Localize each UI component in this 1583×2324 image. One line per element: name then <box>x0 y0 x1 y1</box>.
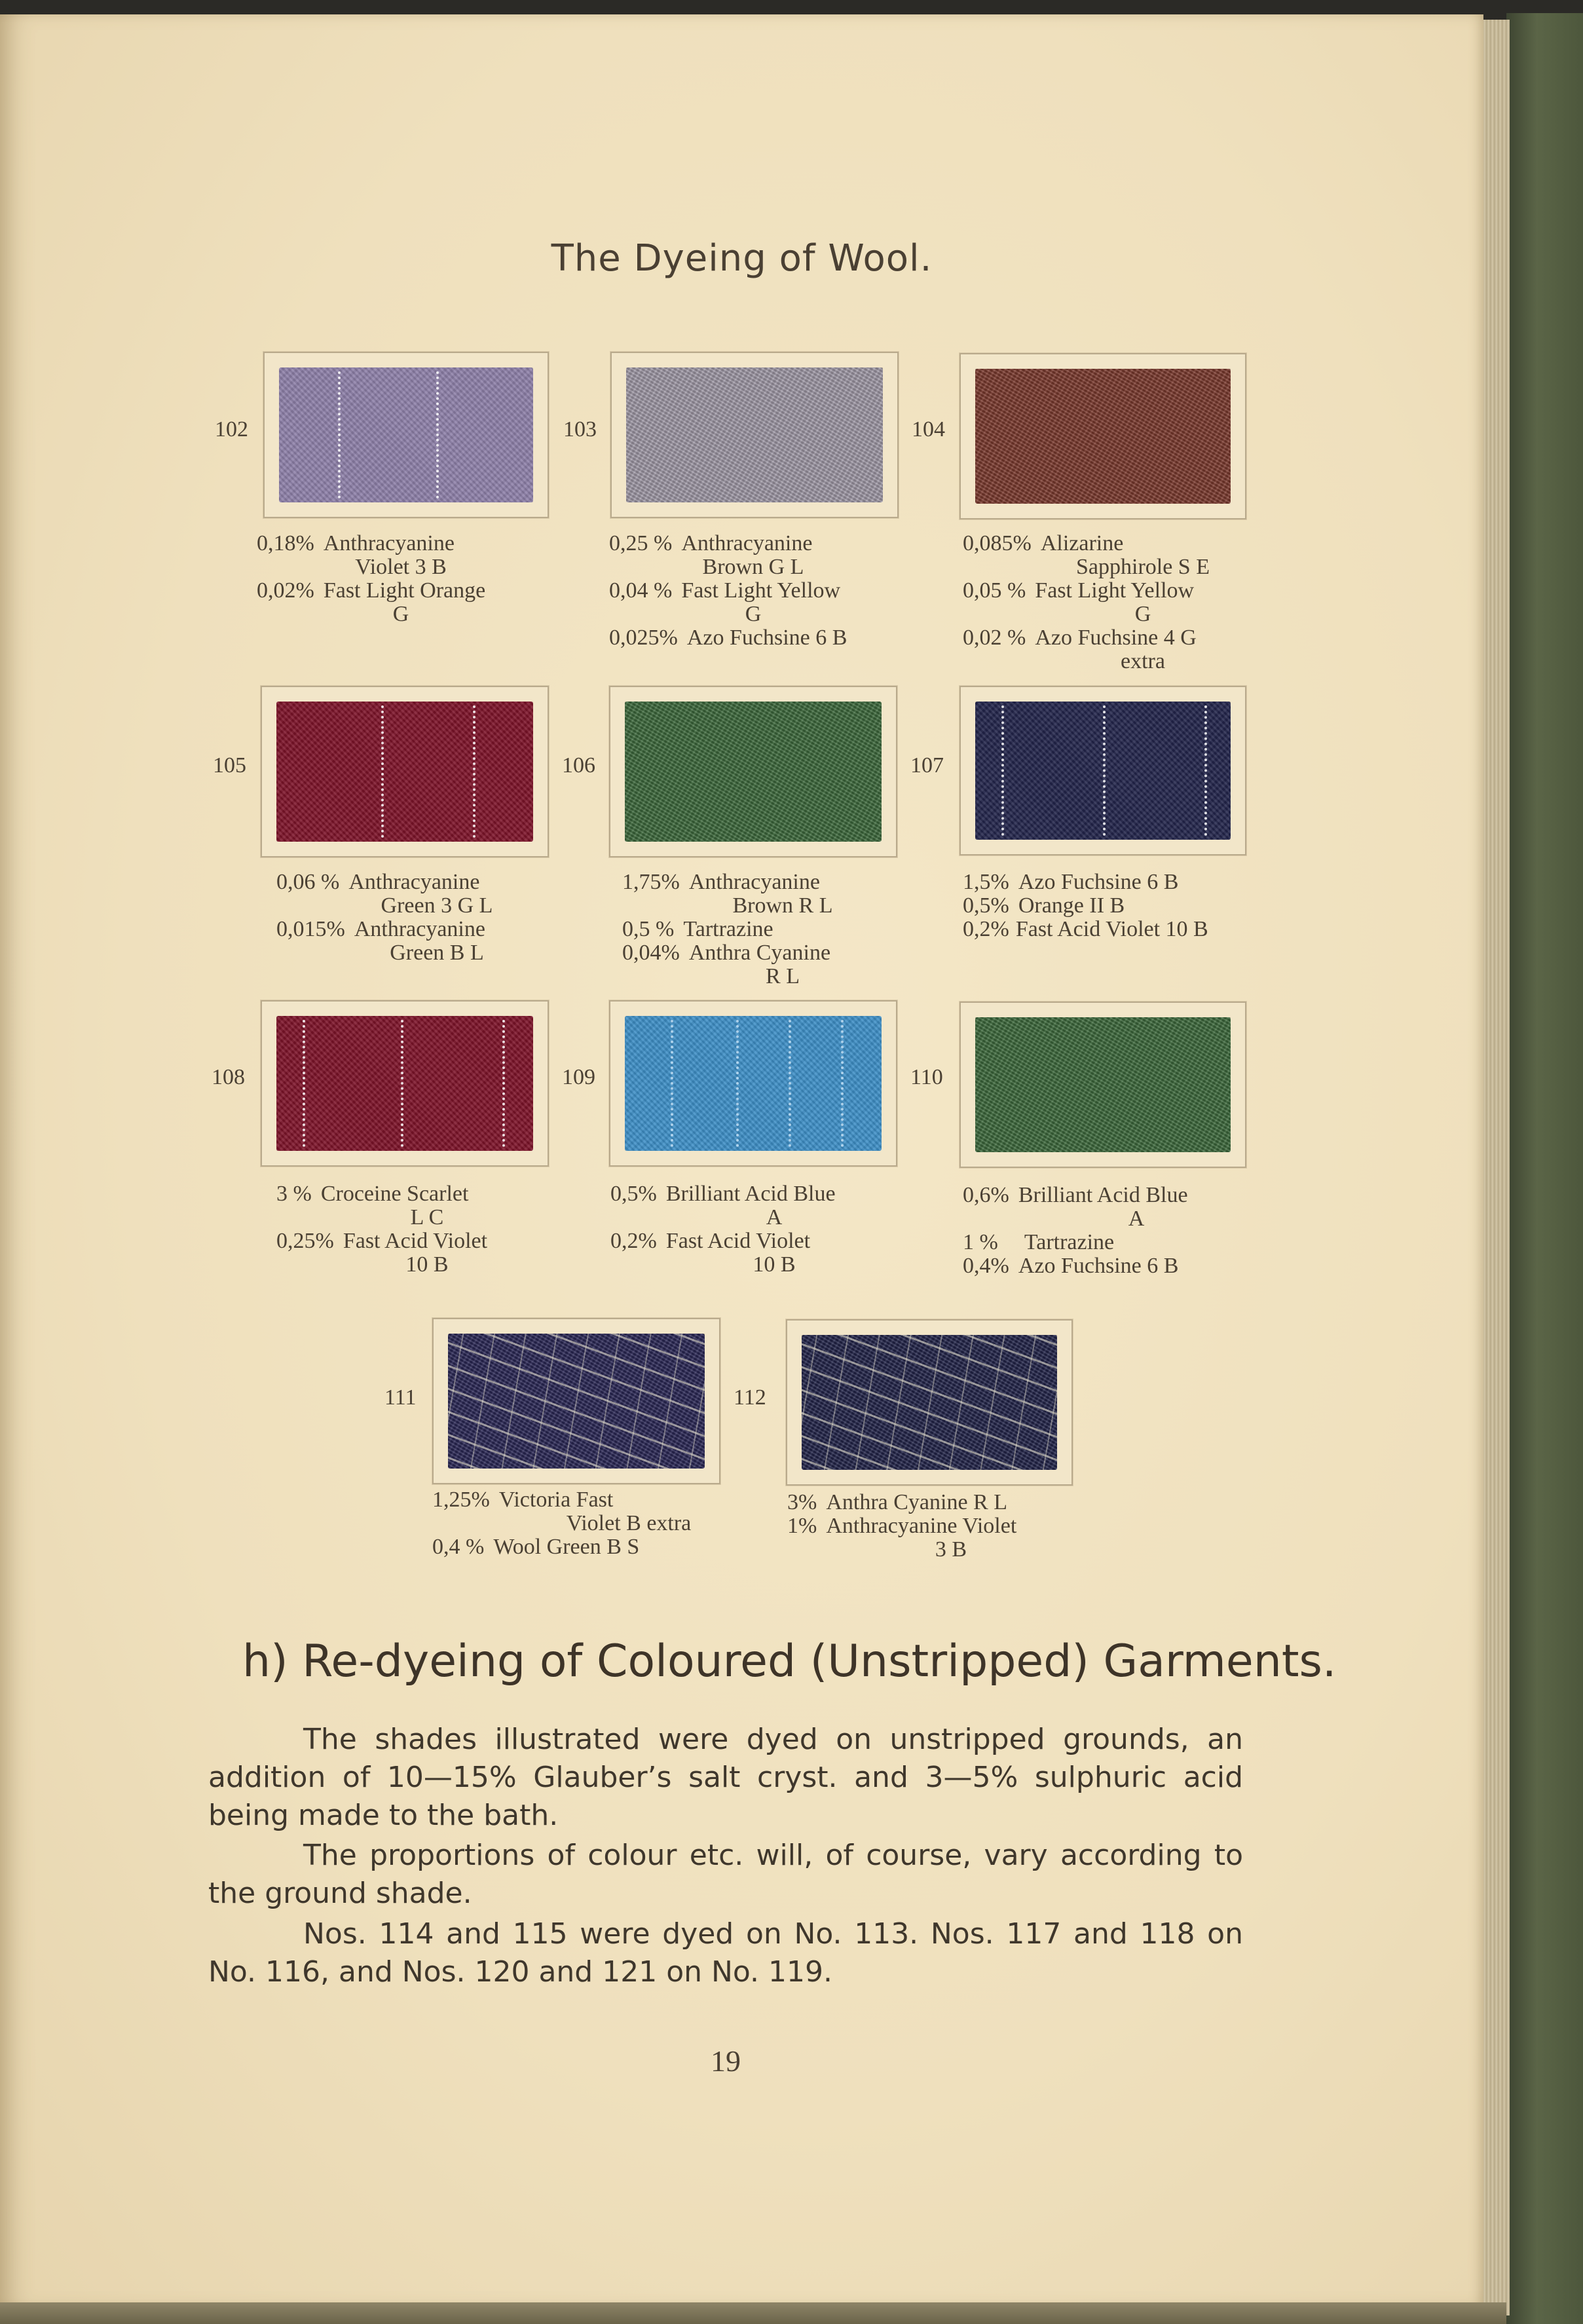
fabric-swatch <box>975 702 1231 840</box>
book-cover-edge <box>1506 13 1583 2324</box>
body-paragraph: The proportions of colour etc. will, of course, vary according to the ground shade. <box>208 1839 1243 1910</box>
swatch-frame <box>609 1000 897 1167</box>
sample-number: 106 <box>562 753 595 778</box>
page-number: 19 <box>711 2044 741 2078</box>
dye-recipe: 0,085% Alizarine Sapphirole S E 0,05 % Fast Light Yellow G 0,02 % Azo Fuchsine 4 G extra <box>963 531 1210 673</box>
sample-number: 109 <box>562 1065 595 1089</box>
swatch-frame <box>261 686 549 857</box>
fabric-swatch <box>626 367 883 502</box>
fabric-swatch <box>975 369 1231 504</box>
page-title: The Dyeing of Wool. <box>551 237 933 280</box>
section-heading: h) Re-dyeing of Coloured (Unstripped) Garments. <box>242 1636 1337 1687</box>
swatch-frame <box>610 352 899 518</box>
dye-recipe: 0,06 % Anthracyanine Green 3 G L 0,015% Anthracyanine Green B L <box>276 870 493 965</box>
swatch-frame <box>786 1319 1073 1486</box>
sample-number: 103 <box>563 417 597 441</box>
sample-number: 104 <box>912 417 945 441</box>
dye-recipe: 3% Anthra Cyanine R L 1% Anthracyanine Violet 3 B <box>787 1490 1017 1562</box>
sample-number: 110 <box>910 1065 943 1089</box>
fabric-swatch <box>279 367 533 502</box>
fabric-swatch <box>276 702 533 842</box>
dye-recipe: 0,25 % Anthracyanine Brown G L 0,04 % Fast Light Yellow G 0,025% Azo Fuchsine 6 B <box>609 531 847 650</box>
sample-number: 102 <box>215 417 248 441</box>
sample-number: 108 <box>212 1065 245 1089</box>
swatch-frame <box>432 1318 720 1484</box>
dye-recipe: 0,18% Anthracyanine Violet 3 B 0,02% Fast Light Orange G <box>257 531 486 626</box>
body-paragraph: Nos. 114 and 115 were dyed on No. 113. Nos. 117 and 118 on No. 116, and Nos. 120 and 121 on No. 119. <box>208 1917 1243 1989</box>
swatch-frame <box>959 1002 1246 1168</box>
book-bottom-edge <box>0 2302 1506 2324</box>
dye-recipe: 0,5% Brilliant Acid Blue A 0,2% Fast Acid Violet 10 B <box>610 1182 836 1277</box>
fabric-swatch <box>276 1016 533 1151</box>
sample-number: 111 <box>384 1385 417 1410</box>
sample-number: 112 <box>734 1385 766 1410</box>
sample-number: 105 <box>213 753 246 778</box>
swatch-frame <box>261 1000 549 1167</box>
swatch-frame <box>609 686 897 857</box>
dye-recipe: 3 % Croceine Scarlet L C 0,25% Fast Acid Violet 10 B <box>276 1182 488 1277</box>
dye-recipe: 1,75% Anthracyanine Brown R L 0,5 % Tartrazine 0,04% Anthra Cyanine R L <box>622 870 833 988</box>
swatch-frame <box>959 686 1246 855</box>
swatch-frame <box>263 352 549 518</box>
fabric-swatch <box>625 1016 882 1151</box>
dye-recipe: 0,6% Brilliant Acid Blue A 1 % Tartrazine 0,4% Azo Fuchsine 6 B <box>963 1183 1188 1278</box>
sample-number: 107 <box>910 753 944 778</box>
body-paragraph: The shades illustrated were dyed on unstripped grounds, an addition of 10—15% Glauber’s salt cryst. and 3—5% sulphuric acid being made to the bath. <box>208 1723 1243 1832</box>
dye-recipe: 1,25% Victoria Fast Violet B extra 0,4 % Wool Green B S <box>432 1488 692 1559</box>
fabric-swatch <box>975 1017 1231 1152</box>
dye-recipe: 1,5% Azo Fuchsine 6 B 0,5% Orange II B 0,2% Fast Acid Violet 10 B <box>963 870 1208 941</box>
swatch-frame <box>959 353 1246 519</box>
fabric-swatch <box>802 1335 1057 1470</box>
fabric-swatch <box>625 702 882 842</box>
book-page <box>0 14 1483 2307</box>
fabric-swatch <box>448 1334 705 1469</box>
